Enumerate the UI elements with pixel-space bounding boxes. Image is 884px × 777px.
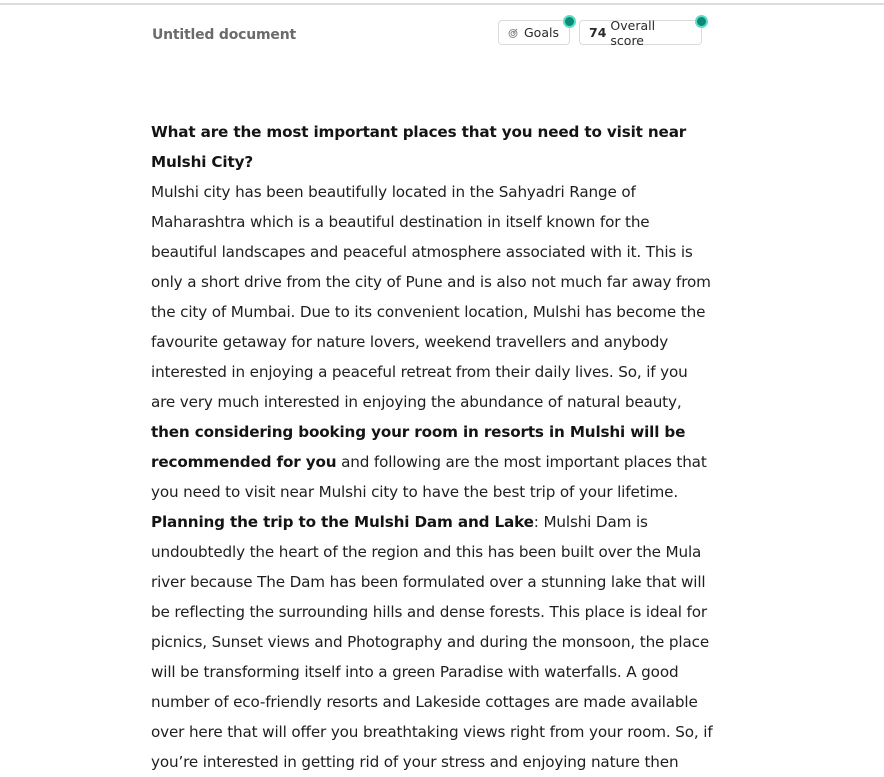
paragraph-intro: Mulshi city has been beautifully located in the Sahyadri Range of Maharashtra which is a beautiful destination in itself known for the beautiful landscapes and peaceful atmosphere associated with it. This is only a short drive from the city of Pune and is also not much far away from the city of Mumbai. Due to its convenient location, Mulshi has become the favourite getaway for nature lovers, weekend travellers and anybody interested in enjoying a peaceful retreat from their daily lives. So, if you are very much interested in enjoying the abundance of natural beauty, then considering booking your room in resorts in Mulshi will be recommended for you and following are the most important places that you need to visit near Mulshi city to have the best trip of your lifetime.	[151, 183, 711, 501]
bold-phrase: then considering booking your room in resorts in Mulshi will be recommended for you	[151, 423, 686, 471]
document-title[interactable]: Untitled document	[152, 27, 296, 43]
document-body[interactable]	[151, 117, 713, 777]
goals-button[interactable]	[498, 20, 570, 45]
paragraph-dam: Planning the trip to the Mulshi Dam and Lake: Mulshi Dam is undoubtedly the heart of the region and this has been built over the Mula river because The Dam has been formulated over a stunning lake that will be reflecting the surrounding hills and dense forests. This place is ideal for picnics, Sunset views and Photography and during the monsoon, the place will be transforming itself into a green Paradise with waterfalls. A good number of eco-friendly resorts and Lakeside cottages are made available over here that will offer you breathtaking views right from your room. So, if you’re interested in getting rid of your stress and enjoying nature then	[151, 513, 713, 771]
score-label: Overall score	[610, 17, 656, 48]
target-icon	[508, 28, 518, 38]
score-status-dot	[695, 15, 708, 28]
goals-label: Goals	[524, 25, 559, 40]
top-divider	[0, 3, 884, 5]
goals-status-dot	[563, 15, 576, 28]
heading: What are the most important places that you need to visit near Mulshi City?	[151, 123, 687, 171]
overall-score-button[interactable]	[579, 17, 702, 48]
bold-subheading: Planning the trip to the Mulshi Dam and Lake	[151, 513, 534, 531]
score-value: 74	[589, 25, 607, 40]
